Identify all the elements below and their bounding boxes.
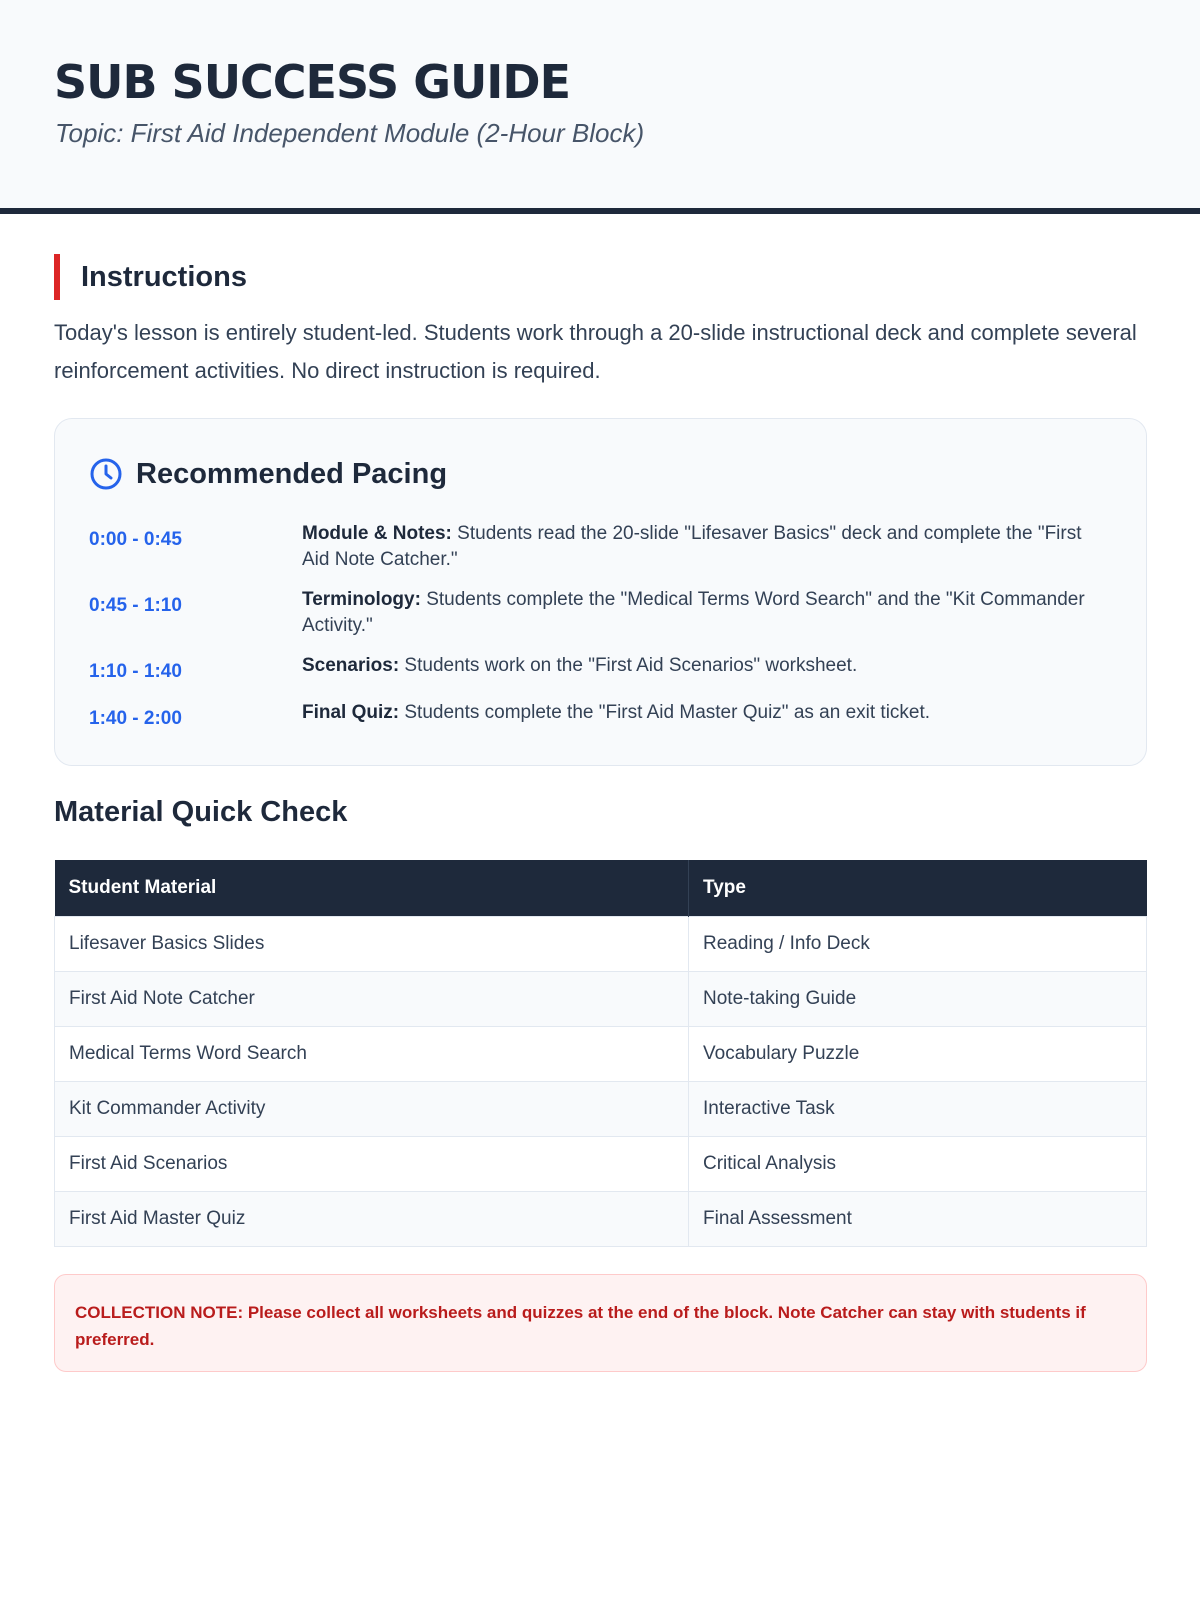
table-row [55, 1136, 1147, 1191]
pacing-time: 1:10 - 1:40 [89, 661, 182, 682]
type-cell: Critical Analysis [689, 1136, 1147, 1191]
materials-table [54, 860, 1147, 1247]
table-row [55, 1026, 1147, 1081]
type-cell: Interactive Task [689, 1081, 1147, 1136]
pacing-label: Module & Notes: [302, 523, 452, 544]
type-cell: Reading / Info Deck [689, 916, 1147, 971]
material-cell: First Aid Master Quiz [55, 1191, 689, 1246]
column-header-material: Student Material [55, 860, 689, 916]
pacing-text: Students complete the "First Aid Master Quiz" as an exit ticket. [399, 702, 931, 723]
pacing-description [302, 521, 1102, 573]
page-header [0, 0, 1200, 214]
pacing-label: Scenarios: [302, 655, 400, 676]
instructions-text: Today's lesson is entirely student-led. Students work through a 20-slide instructional deck and complete several reinforcement activities. No direct instruction is required. [54, 320, 1137, 383]
material-cell: Medical Terms Word Search [55, 1026, 689, 1081]
clock-icon [89, 457, 123, 491]
pacing-label: Terminology: [302, 589, 421, 610]
instructions-section-header [54, 254, 247, 300]
table-header-row [55, 860, 1147, 916]
pacing-time: 0:00 - 0:45 [89, 529, 182, 550]
material-cell: First Aid Scenarios [55, 1136, 689, 1191]
pacing-card [54, 418, 1147, 766]
pacing-description [302, 587, 1102, 639]
material-cell: Lifesaver Basics Slides [55, 916, 689, 971]
column-header-type: Type [689, 860, 1147, 916]
pacing-label: Final Quiz: [302, 702, 400, 723]
pacing-text: Students read the 20-slide "Lifesaver Basics" deck and complete the "First Aid Note Catcher." [302, 523, 1082, 570]
pacing-time: 0:45 - 1:10 [89, 595, 182, 616]
pacing-heading: Recommended Pacing [136, 457, 448, 490]
pacing-header [89, 457, 447, 491]
table-row [55, 1081, 1147, 1136]
collection-note [54, 1274, 1147, 1372]
type-cell: Note-taking Guide [689, 971, 1147, 1026]
material-cell: Kit Commander Activity [55, 1081, 689, 1136]
page-subtitle: Topic: First Aid Independent Module (2-Hour Block) [55, 118, 645, 148]
instructions-heading: Instructions [81, 260, 247, 293]
table-row [55, 1191, 1147, 1246]
collection-note-text: COLLECTION NOTE: Please collect all worksheets and quizzes at the end of the block. Note Catcher can stay with students if preferred. [75, 1303, 1086, 1349]
material-cell: First Aid Note Catcher [55, 971, 689, 1026]
materials-heading: Material Quick Check [54, 796, 348, 828]
pacing-description [302, 700, 1102, 726]
pacing-text: Students work on the "First Aid Scenarios" worksheet. [399, 655, 858, 676]
pacing-text: Students complete the "Medical Terms Word Search" and the "Kit Commander Activity." [302, 589, 1085, 636]
type-cell: Vocabulary Puzzle [689, 1026, 1147, 1081]
page-title: SUB SUCCESS GUIDE [54, 55, 571, 109]
table-row [55, 971, 1147, 1026]
pacing-description [302, 653, 1102, 679]
table-row [55, 916, 1147, 971]
pacing-time: 1:40 - 2:00 [89, 708, 182, 729]
type-cell: Final Assessment [689, 1191, 1147, 1246]
